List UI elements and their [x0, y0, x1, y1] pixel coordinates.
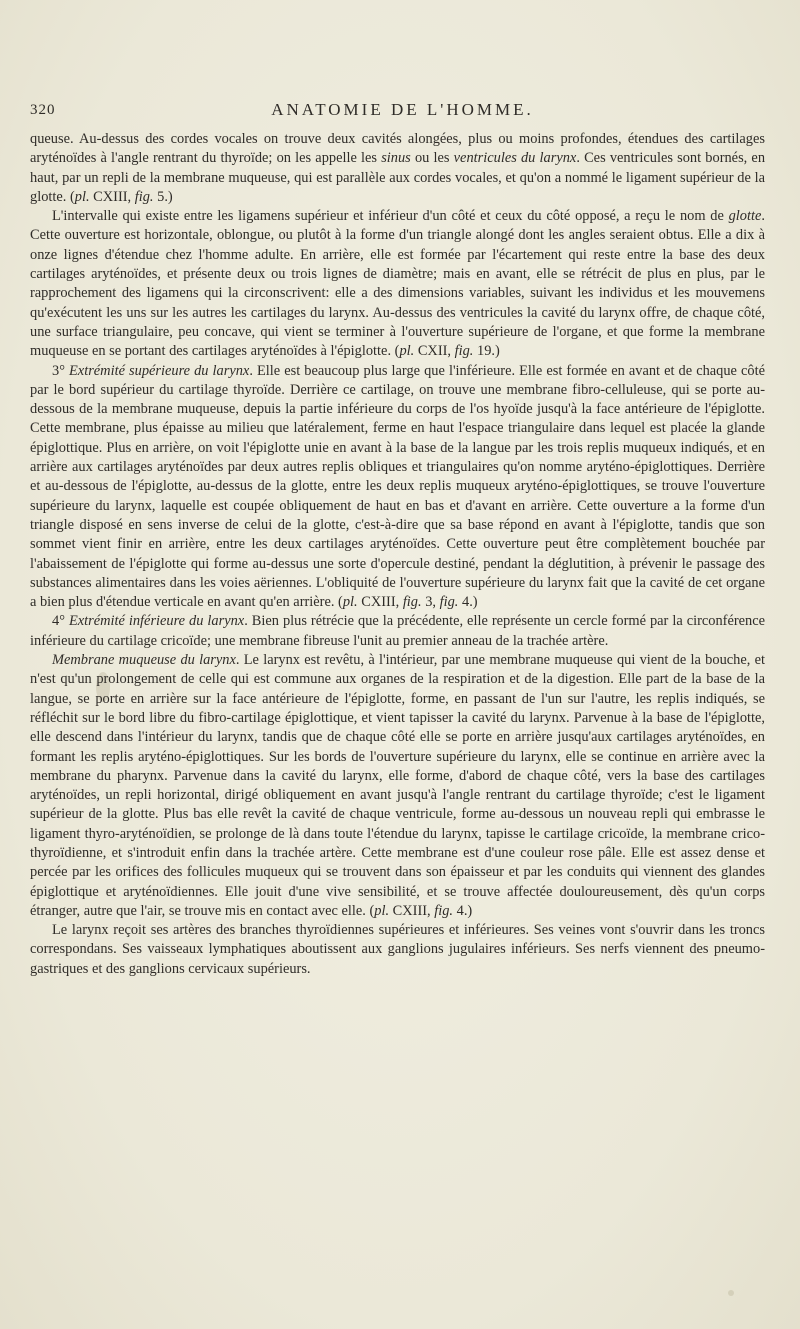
text-run: L'intervalle qui existe entre les ligamens supérieur et inférieur d'un côté et ceux du côté opposé, a reçu le nom de: [52, 208, 729, 225]
text-run: CXIII,: [357, 594, 403, 611]
italic-text: fig.: [434, 902, 454, 919]
text-run: CXII,: [414, 343, 455, 360]
text-run: . Le larynx est revêtu, à l'intérieur, par une membrane muqueuse qui vient de la bouche, et n'est qu'un prolongement de celle qui est commune aux organes de la respiration et de la digestion. Elle part de la base de la langue, se porte en arrière sur la face antérieure de l'épiglotte, forme, en passant de l'un sur l'autre, les replis indiqués, se réfléchit sur le bord libre du fibro-cartilage épiglottique, et vient tapisser la cavité du larynx. Parvenue à la base de l'épiglotte, elle descend dans l'intérieur du larynx, tandis que de chaque côté elle se porte en arrière jusqu'aux cartilages aryténoïdes, en formant les replis aryténo-épiglottiques. Sur les bords de l'ouverture supérieure du larynx, elle se continue en arrière avec la membrane du pharynx. Parvenue dans la cavité du larynx, elle forme, d'abord de chaque côté, vers la base des cartilages aryténoïdes, un repli horizontal, dirigé obliquement en avant jusqu'à l'angle rentrant du cartilage thyroïde; c'est le ligament supérieur de la glotte. Plus bas elle revêt la cavité de chaque ventricule, forme au-dessous un nouveau repli qui embrasse le ligament thyro-aryténoïdien, se prolonge de là dans toute l'étendue du larynx, tapisse le cartilage cricoïde, la membrane crico-thyroïdienne, et s'introduit enfin dans la trachée artère. Cette membrane est d'une couleur rose pâle. Elle est assez dense et percée par les orifices des follicules muqueux qui se trouvent dans son épaisseur et par les conduits qui viennent des glandes épiglottique et aryténoïdiennes. Elle jouit d'une vive sensibilité, et se trouve affectée douloureusement, dès qu'un corps étranger, autre que l'air, se trouve mis en contact avec elle. (: [30, 652, 765, 919]
text-run: 4.): [458, 594, 478, 611]
paragraph: [30, 612, 765, 651]
running-title: ANATOMIE DE L'HOMME.: [271, 100, 534, 119]
italic-text: fig.: [439, 594, 459, 611]
paragraph: [30, 362, 765, 613]
italic-text: fig.: [454, 343, 474, 360]
paper-stain: [728, 1290, 734, 1296]
text-run: CXIII,: [389, 902, 435, 919]
body-text: [30, 130, 765, 979]
text-run: . Bien plus rétrécie que la précédente, elle représente un cercle formé par la circonférence inférieure du cartilage cricoïde; une membrane fibreuse l'unit au premier anneau de la trachée artère.: [30, 613, 765, 649]
text-run: 4°: [52, 613, 69, 630]
paragraph: [30, 130, 765, 207]
text-run: Le larynx reçoit ses artères des branches thyroïdiennes supérieures et inférieures. Ses veines vont s'ouvrir dans les troncs correspondans. Ses vaisseaux lymphatiques aboutissent aux ganglions jugulaires inférieurs. Ses nerfs viennent des pneumo-gastriques et des ganglions cervicaux supérieurs.: [30, 922, 765, 977]
text-run: ou les: [410, 150, 454, 167]
italic-text: pl.: [74, 188, 90, 205]
text-run: . Elle est beaucoup plus large que l'inférieure. Elle est formée en avant et de chaque côté par le bord supérieur du cartilage thyroïde. Derrière ce cartilage, on trouve une membrane fibro-celluleuse, qui se porte au-dessous de la membrane muqueuse, depuis la partie inférieure du corps de l'os hyoïde jusqu'à la face antérieure de l'épiglotte. Cette membrane, plus épaisse au milieu que latéralement, ferme en haut l'espace triangulaire dans lequel est placée la glande épiglottique. Plus en arrière, on voit l'épiglotte unie en avant à la base de la langue par les trois replis muqueux indiqués, et en arrière aux cartilages aryténoïdes par deux autres replis obliques et triangulaires qu'on nomme aryténo-épiglottiques. Derrière et au-dessous de l'épiglotte, au-dessus de la glotte, entre les deux replis muqueux aryténo-épiglottiques, se trouve l'ouverture supérieure du larynx, laquelle est coupée obliquement de haut en bas et d'avant en arrière. Cette ouverture a la forme d'un triangle disposé en sens inverse de celui de la glotte, c'est-à-dire que sa base répond en avant à l'épiglotte, tandis que son sommet vient finir en arrière, entre les deux cartilages aryténoïdes. Cette ouverture peut être complètement bouchée par l'abaissement de l'épiglotte qui forme au-dessus une sorte d'opercule destiné, pendant la déglutition, à prévenir le passage des substances alimentaires dans les voies aëriennes. L'obliquité de l'ouverture supérieure du larynx fait que la cavité de cet organe a bien plus d'étendue verticale en avant qu'en arrière. (: [30, 362, 765, 611]
text-run: 5.): [153, 188, 173, 205]
italic-text: pl.: [342, 594, 358, 611]
italic-text: fig.: [134, 188, 154, 205]
italic-text: Membrane muqueuse du larynx: [52, 652, 236, 669]
italic-text: glotte: [728, 208, 762, 225]
italic-text: Extrémité supérieure du larynx: [69, 362, 250, 379]
text-run: 3°: [52, 362, 70, 379]
text-run: 4.): [453, 902, 473, 919]
text-run: queuse. Au-dessus des cordes vocales on trouve deux cavités alongées, plus ou moins profondes, étendues des cartilages aryténoïdes à l'angle rentrant du thyroïde; on les appelle les: [30, 131, 765, 167]
italic-text: sinus: [381, 150, 411, 167]
text-run: . Cette ouverture est horizontale, oblongue, ou plutôt à la forme d'un triangle alongé dont les angles seraient obtus. Elle a dix à onze lignes d'étendue chez l'homme adulte. En arrière, elle est formée par l'écartement qui reste entre la base des deux cartilages aryténoïdes, et présente deux ou trois lignes de diamètre; mais en avant, elle se rétrécit de plus en plus, par le rapprochement des ligamens qui la circonscrivent: elle a des dimensions variables, suivant les individus et les mouvemens qu'exécutent les uns sur les autres les cartilages du larynx. Au-dessus des ventricules la cavité du larynx offre, de chaque côté, une surface triangulaire, peu concave, qui vient se terminer à l'ouverture supérieure de l'organe, et que forme la membrane muqueuse en se portant des cartilages aryténoïdes à l'épiglotte. (: [30, 208, 765, 360]
text-run: 19.): [473, 343, 500, 360]
paragraph: [30, 921, 765, 979]
text-run: CXIII,: [89, 188, 135, 205]
italic-text: pl.: [374, 902, 390, 919]
page-number: 320: [30, 102, 56, 118]
text-run: . Ces ventricules sont bornés, en haut, par un repli de la membrane muqueuse, qui est parallèle aux cordes vocales, et qu'on a nommé le ligament supérieur de la glotte. (: [30, 150, 766, 205]
italic-text: fig.: [402, 594, 422, 611]
italic-text: pl.: [399, 343, 415, 360]
running-header: [30, 100, 775, 124]
italic-text: Extrémité inférieure du larynx: [68, 613, 245, 630]
paragraph: [30, 651, 765, 921]
text-run: 3,: [421, 594, 440, 611]
italic-text: ventricules du larynx: [453, 150, 577, 167]
paragraph: [30, 207, 765, 361]
